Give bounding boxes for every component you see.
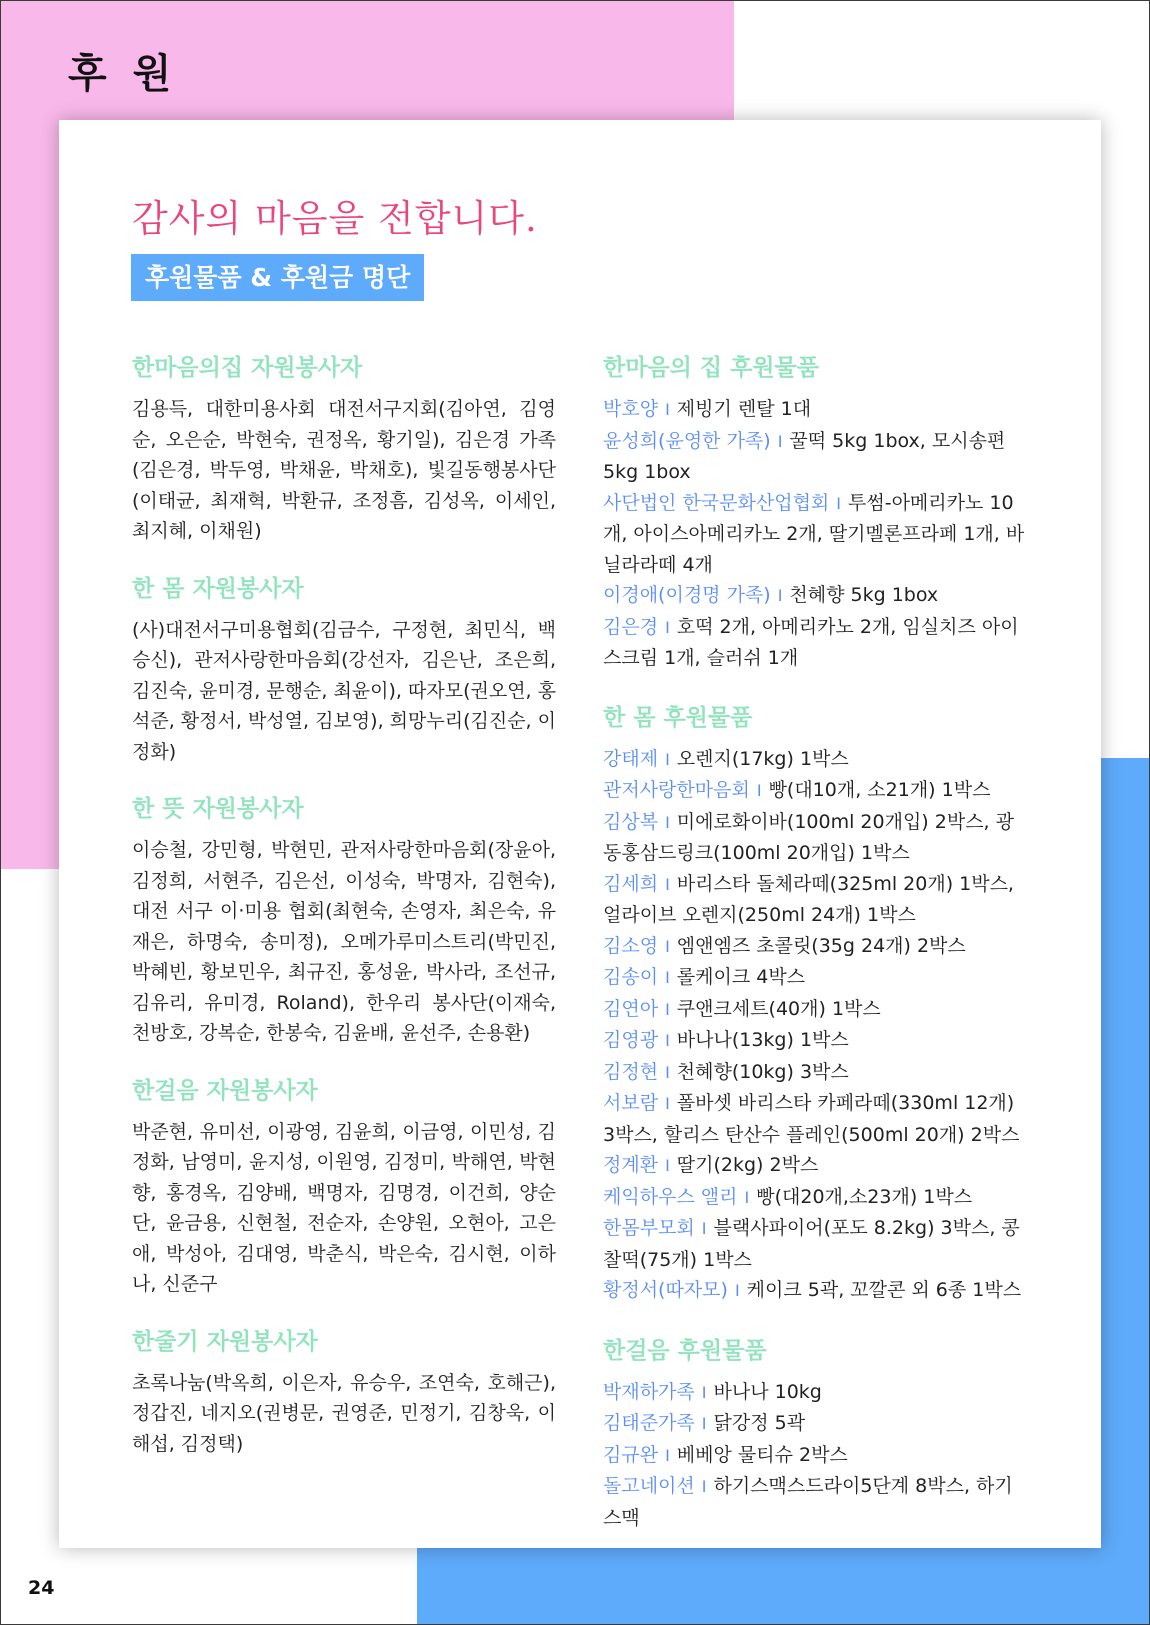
donor-name: 서보람 xyxy=(603,1092,659,1114)
separator-bar: I xyxy=(701,1382,707,1402)
separator-bar: I xyxy=(777,586,783,605)
separator-bar: I xyxy=(665,617,670,637)
group-body: 이승철, 강민형, 박현민, 관저사랑한마음회(장윤아, 김정희, 서현주, 김은선, 이성숙, 박명자, 김현숙), 대전 서구 이·미용 협회(최현숙, 손영자, 최은숙, 유재은, 하명숙, 송미정), 오메가루미스트리(박민진, 박혜빈, 황보민우, 최규진, 홍성윤, 박사라, 조선규, 김유리, 유미경, Roland), 한우리 봉사단(이재숙, 천방호, 강복순, 한봉숙, 김윤배, 윤선주, 손용환) xyxy=(132,839,556,1044)
donation-entry xyxy=(603,1025,1027,1057)
separator-bar: I xyxy=(701,1477,707,1496)
donor-name: 박호양 xyxy=(603,398,659,420)
separator-bar: I xyxy=(777,431,783,451)
volunteer-group xyxy=(132,1075,556,1300)
donor-name: 케익하우스 앨리 xyxy=(603,1185,738,1208)
separator-bar: I xyxy=(744,1187,750,1207)
separator-bar: I xyxy=(665,1156,670,1175)
volunteers-column xyxy=(132,352,556,1485)
donated-item: 바나나(13kg) 1박스 xyxy=(676,1029,849,1051)
donation-entry xyxy=(603,612,1027,674)
donated-item: 딸기(2kg) 2박스 xyxy=(676,1154,819,1176)
donor-name: 김은경 xyxy=(603,615,659,638)
separator-bar: I xyxy=(734,1281,740,1300)
donation-entry xyxy=(603,1150,1027,1182)
separator-bar: I xyxy=(665,1445,670,1465)
donor-name: 김송이 xyxy=(603,966,659,988)
donated-item: 빵(대10개, 소21개) 1박스 xyxy=(768,779,991,801)
donor-name: 김연아 xyxy=(603,997,659,1020)
donor-name: 박재하가족 xyxy=(603,1380,695,1403)
separator-bar: I xyxy=(701,1414,707,1433)
donor-name: 관저사랑한마음회 xyxy=(603,779,750,801)
volunteer-group xyxy=(132,573,556,768)
donor-name: 사단법인 한국문화산업협회 xyxy=(603,491,830,514)
donation-entry xyxy=(603,1275,1027,1307)
donated-item: 하기스맥스드라이5단계 8박스, 하기스맥 xyxy=(603,1475,1013,1529)
separator-bar: I xyxy=(665,812,670,832)
volunteer-group xyxy=(132,352,556,547)
donor-name: 김소영 xyxy=(603,934,659,957)
section-title: 후 원 xyxy=(68,51,178,97)
separator-bar: I xyxy=(665,749,670,769)
group-title: 한마음의집 자원봉사자 xyxy=(132,355,363,381)
donor-name: 김영광 xyxy=(603,1029,659,1051)
separator-bar: I xyxy=(665,1062,670,1082)
donated-item: 천혜향 5kg 1box xyxy=(789,584,939,606)
donor-name: 한몸부모회 xyxy=(603,1217,695,1239)
donor-name: 김세희 xyxy=(603,872,659,895)
donated-item: 제빙기 렌탈 1대 xyxy=(676,398,812,420)
donated-item: 빵(대20개,소23개) 1박스 xyxy=(756,1185,973,1208)
donation-entry xyxy=(603,426,1027,488)
donation-entry xyxy=(603,488,1027,581)
group-title: 한걸음 후원물품 xyxy=(603,1337,767,1364)
donated-item: 미에로화이바(100ml 20개입) 2박스, 광동홍삼드링크(100ml 20개입) 1박스 xyxy=(603,810,1014,864)
separator-bar: I xyxy=(665,999,670,1019)
donation-entry xyxy=(603,1088,1027,1150)
donation-entry xyxy=(603,1440,1027,1472)
donation-entry xyxy=(603,962,1027,994)
donation-entry xyxy=(603,394,1027,426)
donation-entry xyxy=(603,1213,1027,1275)
donated-item: 바나나 10kg xyxy=(713,1380,822,1403)
group-title: 한걸음 자원봉사자 xyxy=(132,1077,318,1104)
separator-bar: I xyxy=(665,1031,670,1050)
group-body: 김용득, 대한미용사회 대전서구지회(김아연, 김영순, 오은순, 박현숙, 권정옥, 황기일), 김은경 가족(김은경, 박두영, 박채윤, 박채호), 빛길동행봉사단(이태균, 최재혁, 박환규, 조정흠, 김성옥, 이세인, 최지혜, 이채원) xyxy=(132,398,556,542)
donation-entry xyxy=(603,931,1027,963)
donor-name: 윤성희(윤영한 가족) xyxy=(603,429,771,452)
donor-name: 이경애(이경명 가족) xyxy=(603,584,771,606)
group-title: 한 뜻 자원봉사자 xyxy=(132,796,304,822)
donor-name: 김정현 xyxy=(603,1060,659,1083)
donation-entry xyxy=(603,1377,1027,1409)
donated-item: 엠앤엠즈 초콜릿(35g 24개) 2박스 xyxy=(676,934,966,957)
separator-bar: I xyxy=(665,400,670,419)
donation-group xyxy=(603,352,1027,674)
separator-bar: I xyxy=(701,1219,707,1238)
donor-name: 강태제 xyxy=(603,747,659,770)
donated-item: 닭강정 5곽 xyxy=(713,1412,806,1434)
donated-item: 바리스타 돌체라떼(325ml 20개) 1박스, 얼라이브 오렌지(250ml 24개) 1박스 xyxy=(603,872,1014,926)
headline: 감사의 마음을 전합니다. xyxy=(132,197,538,240)
donated-item: 롤케이크 4박스 xyxy=(676,966,806,988)
donated-item: 쿠앤크세트(40개) 1박스 xyxy=(676,997,881,1020)
list-banner: 후원물품 & 후원금 명단 xyxy=(131,254,424,301)
donation-group xyxy=(603,702,1027,1307)
donation-entry xyxy=(603,775,1027,807)
donated-item: 베베앙 물티슈 2박스 xyxy=(676,1443,848,1466)
separator-bar: I xyxy=(756,781,762,800)
donor-name: 황정서(따자모) xyxy=(603,1279,728,1301)
donor-name: 김상복 xyxy=(603,810,659,833)
donor-name: 김태준가족 xyxy=(603,1412,695,1434)
donations-column xyxy=(603,352,1027,1561)
donation-entry xyxy=(603,580,1027,612)
donated-item: 투썸-아메리카노 10개, 아이스아메리카노 2개, 딸기멜론프라페 1개, 바닐라라떼 4개 xyxy=(603,491,1025,576)
separator-bar: I xyxy=(665,1094,670,1113)
donor-name: 김규완 xyxy=(603,1443,659,1466)
volunteer-group xyxy=(132,793,556,1049)
separator-bar: I xyxy=(665,936,670,956)
separator-bar: I xyxy=(665,968,670,987)
donation-entry xyxy=(603,1471,1027,1533)
donated-item: 천혜향(10kg) 3박스 xyxy=(676,1060,849,1083)
group-body: 초록나눔(박옥희, 이은자, 유승우, 조연숙, 호해근), 정갑진, 네지오(권병문, 권영준, 민정기, 김창욱, 이해섭, 김정택) xyxy=(132,1371,556,1455)
separator-bar: I xyxy=(836,493,842,513)
volunteer-group xyxy=(132,1326,556,1460)
group-body: 박준현, 유미선, 이광영, 김윤희, 이금영, 이민성, 김정화, 남영미, 윤지성, 이원영, 김정미, 박해연, 박현향, 홍경옥, 김양배, 백명자, 김명경, 이건희, 양순단, 윤금용, 신현철, 전순자, 손양원, 오현아, 고은애, 박성아, 김대영, 박춘식, 박은숙, 김시현, 이하나, 신준구 xyxy=(132,1120,556,1295)
donated-item: 케이크 5곽, 꼬깔콘 외 6종 1박스 xyxy=(746,1279,1022,1301)
donation-entry xyxy=(603,1182,1027,1214)
donated-item: 오렌지(17kg) 1박스 xyxy=(676,747,849,770)
group-body: (사)대전서구미용협회(김금수, 구정현, 최민식, 백승신), 관저사랑한마음회(강선자, 김은난, 조은희, 김진숙, 윤미경, 문행순, 최윤이), 따자모(권오연, 홍석준, 황정서, 박성열, 김보영), 희망누리(김진순, 이정화) xyxy=(132,618,556,763)
group-title: 한 몸 후원물품 xyxy=(603,704,753,731)
donor-name: 돌고네이션 xyxy=(603,1475,695,1497)
donation-entry xyxy=(603,807,1027,869)
donated-item: 폴바셋 바리스타 카페라떼(330ml 12개) 3박스, 할리스 탄산수 플레인(500ml 20개) 2박스 xyxy=(603,1092,1020,1146)
donated-item: 블랙사파이어(포도 8.2kg) 3박스, 콩찰떡(75개) 1박스 xyxy=(603,1217,1020,1271)
page-number: 24 xyxy=(28,1577,55,1599)
separator-bar: I xyxy=(665,874,670,894)
donation-entry xyxy=(603,1057,1027,1089)
donation-entry xyxy=(603,744,1027,776)
donation-entry xyxy=(603,1408,1027,1440)
donation-entry xyxy=(603,869,1027,931)
group-title: 한줄기 자원봉사자 xyxy=(132,1328,318,1355)
group-title: 한 몸 자원봉사자 xyxy=(132,575,304,602)
donated-item: 호떡 2개, 아메리카노 2개, 임실치즈 아이스크림 1개, 슬러쉬 1개 xyxy=(603,615,1019,669)
donation-entry xyxy=(603,994,1027,1026)
donor-name: 정계환 xyxy=(603,1154,659,1176)
donation-group xyxy=(603,1335,1027,1534)
group-title: 한마음의 집 후원물품 xyxy=(603,355,819,381)
donated-item: 꿀떡 5kg 1box, 모시송편 5kg 1box xyxy=(603,429,1006,483)
